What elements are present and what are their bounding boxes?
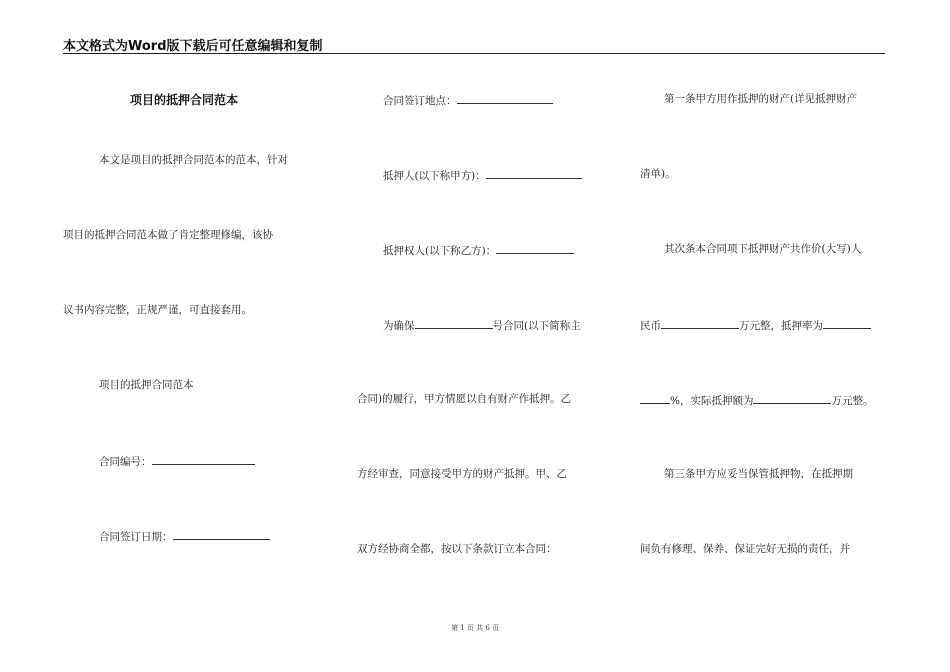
valuation-blank xyxy=(661,319,739,329)
actual-amount-label: %，实际抵押额为 xyxy=(670,395,754,407)
sign-date-row xyxy=(99,530,325,543)
column-2 xyxy=(357,80,619,600)
page-number: 第 1 页 共 6 页 xyxy=(450,624,500,632)
contract-number-blank xyxy=(152,455,255,465)
contract-number-label: 合同编号： xyxy=(99,456,152,468)
mortgagor-label: 抵押人(以下称甲方)： xyxy=(383,170,486,182)
body-line-5: 合同)的履行，甲方情愿以自有财产作抵押。乙 xyxy=(357,393,572,405)
mortgagee-blank xyxy=(496,244,574,254)
article-3-line-2: 间负有修理、保养、保证完好无损的责任，并 xyxy=(640,543,850,555)
secure-prefix: 为确保 xyxy=(383,320,415,332)
contract-number-row xyxy=(99,455,325,468)
column-3 xyxy=(640,80,890,600)
header-text: 本文格式为Word版下载后可任意编辑和复制 xyxy=(63,39,323,54)
mortgagee-label: 抵押权人(以下称乙方)： xyxy=(383,245,497,257)
intro-line-2: 项目的抵押合同范本做了肯定整理修编，该协 xyxy=(63,229,273,241)
sign-date-label: 合同签订日期： xyxy=(99,531,173,543)
mortgage-rate-label: 万元整，抵押率为 xyxy=(739,320,823,332)
article-2-line-3 xyxy=(640,394,890,407)
secure-suffix: 号合同(以下简称主 xyxy=(492,320,581,332)
column-1 xyxy=(63,80,325,600)
subtitle: 项目的抵押合同范本 xyxy=(99,379,194,391)
intro-line-1: 本文是项目的抵押合同范本的范本，针对 xyxy=(99,154,288,166)
document-header xyxy=(63,33,885,54)
intro-line-3: 议书内容完整，正规严谨，可直接套用。 xyxy=(63,304,252,316)
mortgagor-blank xyxy=(486,169,582,179)
article-1-line-2: 清单)。 xyxy=(640,168,676,180)
document-title: 项目的抵押合同范本 xyxy=(130,93,239,107)
secure-row xyxy=(383,319,619,332)
mortgage-rate-blank xyxy=(823,319,871,329)
mortgagor-row xyxy=(383,169,619,182)
sign-date-blank xyxy=(173,530,270,540)
article-1-line-1: 第一条甲方用作抵押的财产(详见抵押财产 xyxy=(664,93,858,105)
percent-blank xyxy=(640,394,670,404)
mortgagee-row xyxy=(383,244,619,257)
sign-place-row xyxy=(383,94,619,107)
body-line-6: 方经审查，同意接受甲方的财产抵押。甲、乙 xyxy=(357,468,567,480)
contract-ref-blank xyxy=(415,319,493,329)
sign-place-label: 合同签订地点： xyxy=(383,95,457,107)
body-line-7: 双方经协商全都，按以下条款订立本合同： xyxy=(357,543,557,555)
article-2-line-2 xyxy=(640,319,890,332)
sign-place-blank xyxy=(457,94,553,104)
actual-amount-blank xyxy=(753,394,831,404)
amount-suffix: 万元整。 xyxy=(831,395,874,407)
article-3-line-1: 第三条甲方应妥当保管抵押物，在抵押期 xyxy=(664,468,853,480)
rmb-label: 民币 xyxy=(640,320,661,332)
article-2-line-1: 其次条本合同项下抵押财产共作价(大写)人 xyxy=(664,243,862,255)
